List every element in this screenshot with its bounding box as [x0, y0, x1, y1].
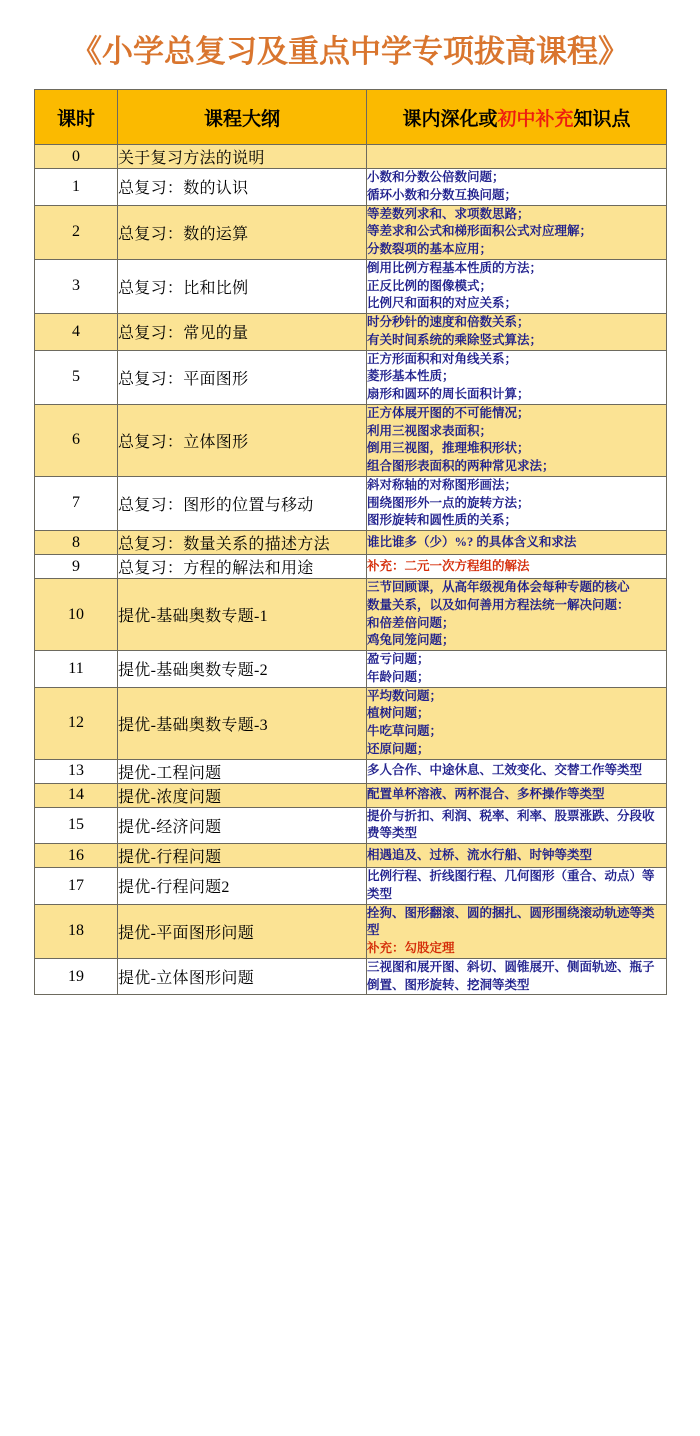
table-row — [35, 958, 667, 995]
column-header-points — [367, 90, 667, 145]
knowledge-point-line: 分数裂项的基本应用； — [367, 242, 493, 256]
table-row — [35, 555, 667, 579]
knowledge-point-line: 还原问题； — [367, 741, 430, 756]
table-row — [35, 687, 667, 759]
cell-outline: 总复习：立体图形 — [118, 404, 367, 476]
cell-period: 10 — [35, 579, 118, 651]
cell-period: 16 — [35, 844, 118, 868]
knowledge-point-line: 配置单杯溶液、两杯混合、多杯操作等类型 — [367, 787, 605, 802]
cell-knowledge-points — [367, 205, 667, 259]
table-row — [35, 844, 667, 868]
knowledge-point-line: 图形旋转和圆性质的关系； — [367, 513, 518, 528]
cell-outline: 总复习：平面图形 — [118, 350, 367, 404]
cell-period: 19 — [35, 958, 118, 995]
cell-outline: 提优-行程问题 — [118, 844, 367, 868]
cell-period: 2 — [35, 205, 118, 259]
cell-outline: 总复习：比和比例 — [118, 259, 367, 313]
table-row — [35, 651, 667, 688]
knowledge-point-line: 拴狗、图形翻滚、圆的捆扎、圆形围绕滚动轨迹等类型 — [367, 905, 655, 938]
cell-knowledge-points — [367, 651, 667, 688]
table-row — [35, 314, 667, 351]
table-row — [35, 205, 667, 259]
knowledge-point-line: 提价与折扣、利润、税率、利率、股票涨跌、分段收费等类型 — [367, 808, 655, 841]
knowledge-point-line: 利用三视图求表面积； — [367, 423, 493, 438]
cell-outline: 总复习：数的运算 — [118, 205, 367, 259]
table-row — [35, 145, 667, 169]
table-row — [35, 759, 667, 783]
page-title: 《小学总复习及重点中学专项拔高课程》 — [71, 34, 629, 69]
cell-outline: 提优-浓度问题 — [118, 783, 367, 807]
header-row — [35, 90, 667, 145]
cell-outline: 关于复习方法的说明 — [118, 145, 367, 169]
points-header-highlight: 初中补充 — [497, 108, 574, 130]
table-row — [35, 807, 667, 844]
knowledge-point-line: 三节回顾课，从高年级视角体会每种专题的核心 — [367, 580, 630, 594]
cell-knowledge-points — [367, 958, 667, 995]
table-row — [35, 404, 667, 476]
cell-knowledge-points — [367, 259, 667, 313]
table-row — [35, 350, 667, 404]
knowledge-point-line: 和倍差倍问题； — [367, 615, 455, 630]
cell-knowledge-points — [367, 531, 667, 555]
cell-knowledge-points — [367, 783, 667, 807]
table-row — [35, 579, 667, 651]
knowledge-point-line: 扇形和圆环的周长面积计算； — [367, 387, 530, 401]
cell-period: 4 — [35, 314, 118, 351]
cell-outline: 总复习：图形的位置与移动 — [118, 476, 367, 530]
knowledge-point-line: 年龄问题； — [367, 669, 430, 684]
cell-period: 0 — [35, 145, 118, 169]
cell-period: 7 — [35, 476, 118, 530]
cell-knowledge-points — [367, 868, 667, 905]
cell-knowledge-points — [367, 904, 667, 958]
cell-period: 1 — [35, 169, 118, 206]
table-body — [35, 145, 667, 995]
cell-knowledge-points — [367, 555, 667, 579]
cell-period: 14 — [35, 783, 118, 807]
cell-outline: 提优-行程问题2 — [118, 868, 367, 905]
table-row — [35, 531, 667, 555]
knowledge-point-line: 围绕图形外一点的旋转方法； — [367, 495, 530, 510]
cell-period: 5 — [35, 350, 118, 404]
knowledge-point-line: 正方体展开图的不可能情况； — [367, 405, 530, 420]
cell-outline: 提优-平面图形问题 — [118, 904, 367, 958]
table-row — [35, 476, 667, 530]
knowledge-point-line: 菱形基本性质； — [367, 369, 455, 384]
table-header — [35, 90, 667, 145]
knowledge-point-line: 鸡兔同笼问题； — [367, 633, 455, 648]
knowledge-point-line: 数量关系，以及如何善用方程法统一解决问题： — [367, 597, 630, 612]
cell-outline: 提优-基础奥数专题-1 — [118, 579, 367, 651]
table-row — [35, 169, 667, 206]
points-header-suffix: 知识点 — [573, 108, 631, 130]
cell-knowledge-points — [367, 476, 667, 530]
knowledge-point-line: 正反比例的图像模式； — [367, 278, 493, 293]
cell-outline: 提优-经济问题 — [118, 807, 367, 844]
knowledge-point-line: 等差求和公式和梯形面积公式对应理解； — [367, 224, 593, 239]
knowledge-point-line: 倒用三视图，推理堆积形状； — [367, 441, 530, 456]
knowledge-point-line: 谁比谁多（少）%? 的具体含义和求法 — [367, 534, 577, 549]
table-row — [35, 783, 667, 807]
table-row — [35, 259, 667, 313]
curriculum-table — [34, 89, 667, 995]
cell-outline: 总复习：数量关系的描述方法 — [118, 531, 367, 555]
cell-knowledge-points — [367, 687, 667, 759]
cell-knowledge-points — [367, 350, 667, 404]
cell-period: 9 — [35, 555, 118, 579]
knowledge-point-line: 斜对称轴的对称图形画法； — [367, 477, 518, 492]
knowledge-point-line: 比例行程、折线图行程、几何图形（重合、动点）等类型 — [367, 869, 655, 901]
cell-outline: 提优-基础奥数专题-3 — [118, 687, 367, 759]
knowledge-point-line: 组合图形表面积的两种常见求法； — [367, 459, 555, 473]
cell-period: 11 — [35, 651, 118, 688]
curriculum-table-container — [34, 89, 666, 995]
knowledge-point-line: 多人合作、中途休息、工效变化、交替工作等类型 — [367, 763, 643, 778]
cell-knowledge-points — [367, 844, 667, 868]
knowledge-point-line: 平均数问题； — [367, 688, 443, 703]
supplement-note: 补充：二元一次方程组的解法 — [367, 558, 530, 573]
column-header-period: 课时 — [35, 90, 118, 145]
cell-outline: 提优-基础奥数专题-2 — [118, 651, 367, 688]
cell-period: 18 — [35, 904, 118, 958]
cell-outline: 提优-立体图形问题 — [118, 958, 367, 995]
cell-period: 8 — [35, 531, 118, 555]
knowledge-point-line: 倒用比例方程基本性质的方法； — [367, 260, 543, 275]
knowledge-point-line: 正方形面积和对角线关系； — [367, 351, 518, 366]
column-header-outline: 课程大纲 — [118, 90, 367, 145]
knowledge-point-line: 植树问题； — [367, 706, 430, 721]
cell-knowledge-points — [367, 404, 667, 476]
table-row — [35, 904, 667, 958]
cell-knowledge-points — [367, 759, 667, 783]
cell-period: 13 — [35, 759, 118, 783]
cell-period: 15 — [35, 807, 118, 844]
cell-knowledge-points — [367, 807, 667, 844]
knowledge-point-line: 循环小数和分数互换问题； — [367, 187, 518, 202]
knowledge-point-line: 等差数列求和、求项数思路； — [367, 206, 530, 221]
cell-outline: 总复习：常见的量 — [118, 314, 367, 351]
knowledge-point-line: 三视图和展开图、斜切、圆锥展开、侧面轨迹、瓶子倒置、图形旋转、挖洞等类型 — [367, 959, 655, 992]
cell-period: 17 — [35, 868, 118, 905]
cell-knowledge-points — [367, 145, 667, 169]
cell-period: 6 — [35, 404, 118, 476]
cell-period: 12 — [35, 687, 118, 759]
cell-knowledge-points — [367, 169, 667, 206]
cell-period: 3 — [35, 259, 118, 313]
cell-knowledge-points — [367, 314, 667, 351]
cell-outline: 总复习：数的认识 — [118, 169, 367, 206]
knowledge-point-line: 小数和分数公倍数问题； — [367, 170, 505, 184]
knowledge-point-line: 盈亏问题； — [367, 652, 430, 666]
knowledge-point-line: 有关时间系统的乘除竖式算法； — [367, 332, 543, 347]
cell-knowledge-points — [367, 579, 667, 651]
points-header-prefix: 课内深化或 — [402, 108, 498, 130]
knowledge-point-line: 比例尺和面积的对应关系； — [367, 296, 518, 311]
knowledge-point-line: 牛吃草问题； — [367, 724, 443, 738]
table-row — [35, 868, 667, 905]
supplement-note: 补充：勾股定理 — [367, 941, 455, 955]
cell-outline: 提优-工程问题 — [118, 759, 367, 783]
knowledge-point-line: 时分秒针的速度和倍数关系； — [367, 315, 530, 329]
knowledge-point-line: 相遇追及、过桥、流水行船、时钟等类型 — [367, 847, 593, 862]
cell-outline: 总复习：方程的解法和用途 — [118, 555, 367, 579]
